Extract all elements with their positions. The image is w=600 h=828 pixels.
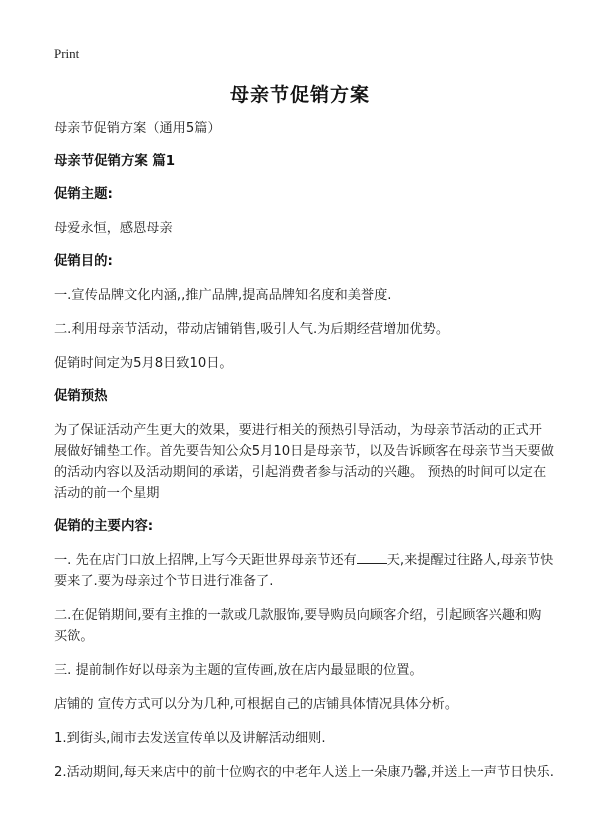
main-content-item-3: 三. 提前制作好以母亲为主题的宣传画,放在店内最显眼的位置。: [54, 663, 423, 678]
promotion-methods-intro: 店铺的 宣传方式可以分为几种,可根据自己的店铺具体情况具体分析。: [54, 697, 459, 712]
fill-in-blank: [357, 550, 387, 564]
section-title: 母亲节促销方案 篇1: [54, 154, 176, 169]
goal-item-2: 二.利用母亲节活动，带动店铺销售,吸引人气.为后期经营增加优势。: [54, 322, 450, 337]
document-body: [54, 118, 554, 796]
warmup-text: 为了保证活动产生更大的效果，要进行相关的预热引导活动，为母亲节活动的正式开展做好铺垫工作。首先要告知公众5月10日是母亲节，以及告诉顾客在母亲节当天要做的活动内容以及活动期间的承诺，引起消费者参与活动的兴趣。 预热的时间可以定在活动的前一个星期: [54, 423, 554, 501]
promotion-method-2: 2.活动期间,每天来店中的前十位购衣的中老年人送上一朵康乃馨,并送上一声节日快乐.: [54, 765, 554, 780]
main-content-item-1: [54, 550, 554, 592]
promotion-time: 促销时间定为5月8日致10日。: [54, 356, 233, 371]
main-content-item-1-start: 一. 先在店门口放上招牌,上写今天距世界母亲节还有: [54, 553, 357, 568]
goal-item-1: 一.宣传品牌文化内涵,,推广品牌,提高品牌知名度和美誉度.: [54, 288, 392, 303]
main-content-item-1-end: 天,来提醒过往路人,母亲节快要来了.要为母亲过个节日进行准备了.: [54, 553, 554, 589]
promotion-method-1: 1.到街头,闹市去发送宣传单以及讲解活动细则.: [54, 731, 326, 746]
theme-text: 母爱永恒，感恩母亲: [54, 221, 173, 236]
goal-heading: 促销目的:: [54, 254, 113, 269]
theme-heading: 促销主题:: [54, 187, 113, 202]
warmup-heading: 促销预热: [54, 389, 108, 404]
document-subtitle: 母亲节促销方案（通用5篇）: [54, 121, 221, 136]
page-title: 母亲节促销方案: [229, 84, 370, 106]
main-content-item-2: 二.在促销期间,要有主推的一款或几款服饰,要导购员向顾客介绍，引起顾客兴趣和购买欲。: [54, 608, 542, 644]
main-content-heading: 促销的主要内容:: [54, 519, 154, 534]
print-label: Print: [54, 46, 80, 61]
